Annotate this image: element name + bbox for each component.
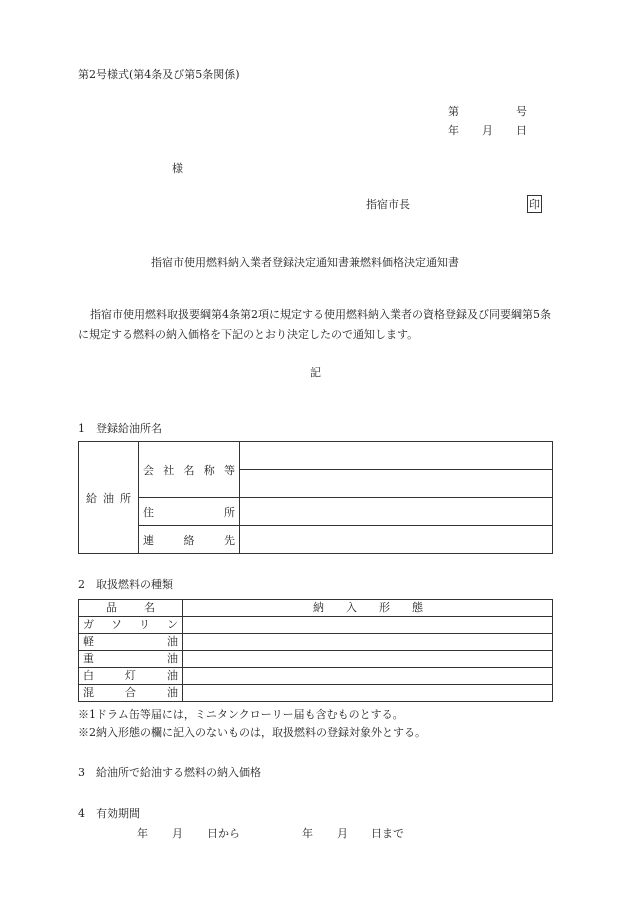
period-from-year: 年 — [137, 827, 148, 840]
period-to-year: 年 — [302, 827, 313, 840]
kerosene-delivery-value[interactable] — [183, 668, 553, 685]
date-day: 日 — [516, 124, 527, 137]
recipient-sama: 様 — [172, 162, 183, 175]
doc-number-go: 号 — [516, 105, 527, 118]
issuer-seal: 印 — [527, 195, 542, 213]
period-from-day: 日から — [207, 827, 240, 840]
heavy-oil-delivery-value[interactable] — [183, 651, 553, 668]
form-label: 第2号様式(第4条及び第5条関係) — [78, 68, 240, 81]
fuel-mixed-oil: 混 合 油 — [79, 685, 183, 702]
fuel-table — [78, 599, 553, 702]
label-contact: 連 絡 先 — [139, 526, 240, 554]
company-name-value-2[interactable] — [240, 470, 553, 498]
header-hinmei: 品 名 — [79, 600, 183, 617]
doc-number-dai: 第 — [448, 105, 459, 118]
date-month: 月 — [482, 124, 493, 137]
period-to-month: 月 — [337, 827, 348, 840]
fuel-gasoline: ガ ソ リ ン — [79, 617, 183, 634]
period-from-month: 月 — [172, 827, 183, 840]
period-to-day: 日まで — [371, 827, 404, 840]
diesel-delivery-value[interactable] — [183, 634, 553, 651]
station-table — [78, 441, 553, 554]
date-year: 年 — [448, 124, 459, 137]
note-2: ※2納入形態の欄に記入のないものは，取扱燃料の登録対象外とする。 — [78, 726, 426, 739]
header-delivery-form: 納 入 形 態 — [183, 600, 553, 617]
fuel-heavy-oil: 重 油 — [79, 651, 183, 668]
fuel-kerosene: 白 灯 油 — [79, 668, 183, 685]
fuel-diesel: 軽 油 — [79, 634, 183, 651]
section4-heading: 4 有効期間 — [78, 807, 140, 820]
contact-value[interactable] — [240, 526, 553, 554]
ki-marker: 記 — [310, 366, 321, 379]
mixed-oil-delivery-value[interactable] — [183, 685, 553, 702]
issuer-name: 指宿市長 — [366, 198, 410, 211]
body-text: 指宿市使用燃料取扱要綱第4条第2項に規定する使用燃料納入業者の資格登録及び同要綱第5条に規定する燃料の納入価格を下記のとおり決定したので通知します。 — [78, 308, 551, 341]
group-label-kyuyujo: 給 油 所 — [79, 442, 139, 554]
address-value[interactable] — [240, 498, 553, 526]
label-address: 住 所 — [139, 498, 240, 526]
document-title: 指宿市使用燃料納入業者登録決定通知書兼燃料価格決定通知書 — [151, 256, 459, 269]
gasoline-delivery-value[interactable] — [183, 617, 553, 634]
note-1: ※1ドラム缶等届には，ミニタンクローリー届も含むものとする。 — [78, 708, 404, 721]
section2-heading: 2 取扱燃料の種類 — [78, 578, 173, 591]
section1-heading: 1 登録給油所名 — [78, 422, 162, 435]
company-name-value-1[interactable] — [240, 442, 553, 470]
label-company-name: 会 社 名 称 等 — [139, 442, 240, 498]
section3-heading: 3 給油所で給油する燃料の納入価格 — [78, 766, 261, 779]
